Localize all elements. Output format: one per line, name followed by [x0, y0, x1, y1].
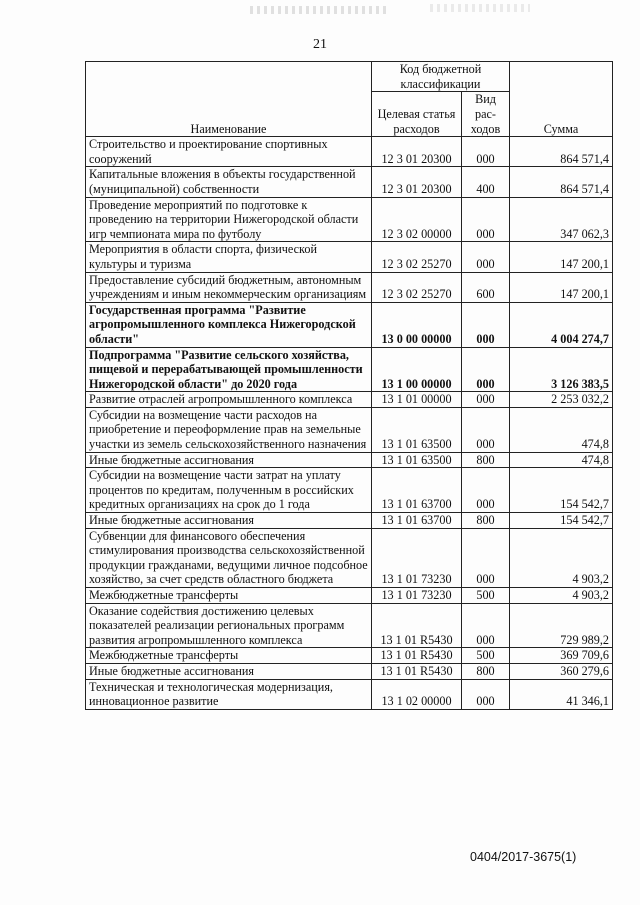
row-name: Техническая и технологическая модернизация, инновационное развитие	[86, 679, 372, 709]
row-target-article: 12 3 02 00000	[372, 197, 462, 242]
document-code: 0404/2017-3675(1)	[470, 850, 577, 864]
row-expense-type: 800	[462, 452, 510, 468]
row-sum: 347 062,3	[510, 197, 613, 242]
row-expense-type: 500	[462, 588, 510, 604]
row-target-article: 12 3 01 20300	[372, 167, 462, 197]
row-expense-type: 000	[462, 407, 510, 452]
row-sum: 41 346,1	[510, 679, 613, 709]
row-name: Мероприятия в области спорта, физической культуры и туризма	[86, 242, 372, 272]
row-sum: 4 903,2	[510, 588, 613, 604]
row-name: Субсидии на возмещение части расходов на приобретение и переоформление прав на земельные участки из земель сельскохозяйственного назначения	[86, 407, 372, 452]
row-target-article: 13 1 01 73230	[372, 588, 462, 604]
row-expense-type: 000	[462, 468, 510, 513]
row-expense-type: 000	[462, 137, 510, 167]
row-expense-type: 500	[462, 648, 510, 664]
row-expense-type: 600	[462, 272, 510, 302]
row-expense-type: 000	[462, 392, 510, 408]
header-sum: Сумма	[510, 62, 613, 137]
row-sum: 3 126 383,5	[510, 347, 613, 392]
row-sum: 729 989,2	[510, 603, 613, 648]
row-target-article: 13 1 01 63700	[372, 513, 462, 529]
row-name: Подпрограмма "Развитие сельского хозяйства, пищевой и перерабатывающей промышленности Нижегородской области" до 2020 года	[86, 347, 372, 392]
row-name: Капитальные вложения в объекты государственной (муниципальной) собственности	[86, 167, 372, 197]
row-target-article: 13 1 01 73230	[372, 528, 462, 587]
row-expense-type: 800	[462, 513, 510, 529]
row-name: Иные бюджетные ассигнования	[86, 452, 372, 468]
table-row	[86, 197, 613, 242]
header-expense-type: Вид рас-ходов	[462, 92, 510, 137]
row-sum: 154 542,7	[510, 468, 613, 513]
row-expense-type: 000	[462, 603, 510, 648]
table-row	[86, 347, 613, 392]
row-expense-type: 000	[462, 347, 510, 392]
table-row	[86, 392, 613, 408]
row-name: Межбюджетные трансферты	[86, 588, 372, 604]
header-budget-classification-code: Код бюджетной классификации	[372, 62, 510, 92]
row-target-article: 13 1 02 00000	[372, 679, 462, 709]
row-name: Субсидии на возмещение части затрат на уплату процентов по кредитам, полученным в российских кредитных организациях на срок до 1 года	[86, 468, 372, 513]
row-sum: 2 253 032,2	[510, 392, 613, 408]
row-name: Оказание содействия достижению целевых показателей реализации региональных программ развития агропромышленного комплекса	[86, 603, 372, 648]
table-row	[86, 407, 613, 452]
row-sum: 154 542,7	[510, 513, 613, 529]
table-row	[86, 528, 613, 587]
row-target-article: 13 1 01 63500	[372, 452, 462, 468]
row-target-article: 12 3 02 25270	[372, 272, 462, 302]
table-body	[86, 137, 613, 710]
scan-artifact	[430, 4, 530, 12]
row-sum: 147 200,1	[510, 272, 613, 302]
row-name: Государственная программа "Развитие агропромышленного комплекса Нижегородской области"	[86, 302, 372, 347]
table-row	[86, 588, 613, 604]
row-sum: 864 571,4	[510, 167, 613, 197]
table-row	[86, 468, 613, 513]
table-row	[86, 167, 613, 197]
row-name: Предоставление субсидий бюджетным, автономным учреждениям и иным некоммерческим организациям	[86, 272, 372, 302]
row-target-article: 13 1 01 R5430	[372, 648, 462, 664]
row-expense-type: 400	[462, 167, 510, 197]
budget-table	[85, 61, 613, 710]
table-row	[86, 648, 613, 664]
row-name: Развитие отраслей агропромышленного комплекса	[86, 392, 372, 408]
header-name: Наименование	[86, 62, 372, 137]
row-sum: 4 004 274,7	[510, 302, 613, 347]
row-target-article: 13 0 00 00000	[372, 302, 462, 347]
page-number: 21	[313, 37, 327, 52]
table-row	[86, 452, 613, 468]
row-sum: 4 903,2	[510, 528, 613, 587]
row-expense-type: 000	[462, 302, 510, 347]
row-expense-type: 000	[462, 242, 510, 272]
table-row	[86, 663, 613, 679]
row-target-article: 12 3 02 25270	[372, 242, 462, 272]
row-expense-type: 000	[462, 528, 510, 587]
header-target-article: Целевая статья расходов	[372, 92, 462, 137]
row-name: Проведение мероприятий по подготовке к проведению на территории Нижегородской области игр чемпионата мира по футболу	[86, 197, 372, 242]
table-row	[86, 302, 613, 347]
table-row	[86, 242, 613, 272]
row-sum: 474,8	[510, 452, 613, 468]
row-sum: 474,8	[510, 407, 613, 452]
row-name: Строительство и проектирование спортивных сооружений	[86, 137, 372, 167]
row-name: Иные бюджетные ассигнования	[86, 513, 372, 529]
row-sum: 369 709,6	[510, 648, 613, 664]
row-sum: 360 279,6	[510, 663, 613, 679]
row-name: Межбюджетные трансферты	[86, 648, 372, 664]
row-sum: 147 200,1	[510, 242, 613, 272]
row-name: Субвенции для финансового обеспечения стимулирования производства сельскохозяйственной продукции гражданами, ведущими личное подсобное хозяйство, за счет средств областного бюджета	[86, 528, 372, 587]
row-expense-type: 000	[462, 679, 510, 709]
table-row	[86, 137, 613, 167]
row-expense-type: 800	[462, 663, 510, 679]
row-target-article: 13 1 01 63500	[372, 407, 462, 452]
row-sum: 864 571,4	[510, 137, 613, 167]
table-row	[86, 603, 613, 648]
table-row	[86, 272, 613, 302]
row-target-article: 13 1 01 R5430	[372, 603, 462, 648]
scan-artifact	[250, 6, 390, 14]
row-target-article: 13 1 01 R5430	[372, 663, 462, 679]
row-target-article: 13 1 01 63700	[372, 468, 462, 513]
table-row	[86, 679, 613, 709]
row-target-article: 13 1 00 00000	[372, 347, 462, 392]
row-expense-type: 000	[462, 197, 510, 242]
table-row	[86, 513, 613, 529]
row-target-article: 12 3 01 20300	[372, 137, 462, 167]
row-target-article: 13 1 01 00000	[372, 392, 462, 408]
row-name: Иные бюджетные ассигнования	[86, 663, 372, 679]
